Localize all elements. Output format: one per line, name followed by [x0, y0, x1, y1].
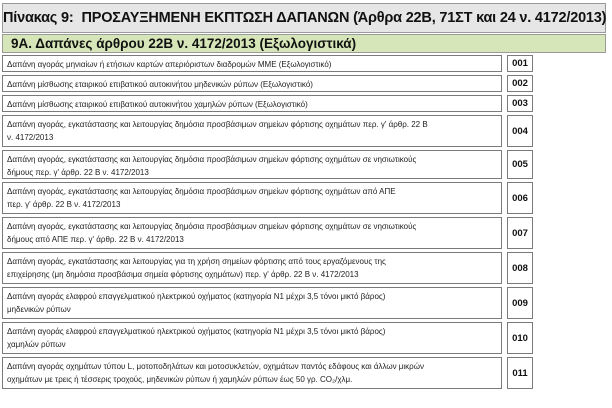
row-description: Δαπάνη αγοράς ελαφρού επαγγελματικού ηλεκτρικού οχήματος (κατηγορία Ν1 μέχρι 3,5 τόνοι μικτό βάρος) μηδενικών ρύπων	[2, 287, 502, 319]
table-row	[2, 252, 606, 284]
row-description: Δαπάνη αγοράς, εγκατάστασης και λειτουργίας δημόσια προσβάσιμων σημείων φόρτισης οχημάτων σε νησιωτικούς δήμους από ΑΠΕ περ. γ' άρθρ. 22 Β ν. 4172/2013	[2, 217, 502, 249]
row-code: 006	[507, 182, 533, 214]
row-description: Δαπάνη αγοράς, εγκατάστασης και λειτουργίας δημόσια προσβάσιμων σημείων φόρτισης οχημάτων από ΑΠΕ περ. γ' άρθρ. 22 Β ν. 4172/2013	[2, 182, 502, 214]
table-row	[2, 322, 606, 354]
row-code: 008	[507, 252, 533, 284]
row-description: Δαπάνη αγοράς, εγκατάστασης και λειτουργίας για τη χρήση σημείων φόρτισης από τους εργαζόμενους της επιχείρησης (μη δημόσια προσβάσιμα σημεία φόρτισης οχημάτων) περ. γ' άρθρ. 22 Β ν. 4172/2013	[2, 252, 502, 284]
table-row	[2, 150, 606, 179]
table-row	[2, 287, 606, 319]
table-row	[2, 182, 606, 214]
table-title-text: ΠΡΟΣΑΥΞΗΜΕΝΗ ΕΚΠΤΩΣΗ ΔΑΠΑΝΩΝ (Άρθρα 22Β, 71ΣΤ και 24 ν. 4172/2013)	[81, 10, 607, 26]
table-row	[2, 217, 606, 249]
table-row	[2, 55, 606, 72]
row-description: Δαπάνη αγοράς οχημάτων τύπου L, μοτοποδηλάτων και μοτοσυκλετών, οχημάτων παντός εδάφους και άλλων μικρών οχημάτων με τρεις ή τέσσερις τροχούς, μηδενικών ρύπων ή χαμηλών ρύπων έως 50 γρ. CO₂/χλμ.	[2, 357, 502, 389]
row-description: Δαπάνη μίσθωσης εταιρικού επιβατικού αυτοκινήτου μηδενικών ρύπων (Εξωλογιστικό)	[2, 75, 502, 92]
row-code: 004	[507, 115, 533, 147]
section-header: 9Α. Δαπάνες άρθρου 22Β ν. 4172/2013 (Εξωλογιστικά)	[2, 34, 606, 53]
table-row	[2, 75, 606, 92]
row-code: 005	[507, 150, 533, 179]
row-code: 002	[507, 75, 533, 92]
row-description: Δαπάνη μίσθωσης εταιρικού επιβατικού αυτοκινήτου χαμηλών ρύπων (Εξωλογιστικό)	[2, 95, 502, 112]
row-description: Δαπάνη αγοράς ελαφρού επαγγελματικού ηλεκτρικού οχήματος (κατηγορία Ν1 μέχρι 3,5 τόνοι μικτό βάρος) χαμηλών ρύπων	[2, 322, 502, 354]
table-row	[2, 95, 606, 112]
row-description: Δαπάνη αγοράς μηνιαίων ή ετήσιων καρτών απεριόριστων διαδρομών ΜΜΕ (Εξωλογιστικό)	[2, 55, 502, 72]
row-code: 009	[507, 287, 533, 319]
row-code: 001	[507, 55, 533, 72]
row-code: 010	[507, 322, 533, 354]
table-title	[2, 3, 606, 33]
row-code: 007	[507, 217, 533, 249]
row-description: Δαπάνη αγοράς, εγκατάστασης και λειτουργίας δημόσια προσβάσιμων σημείων φόρτισης οχημάτων σε νησιωτικούς δήμους περ. γ' άρθρ. 22 Β ν. 4172/2013	[2, 150, 502, 179]
row-description: Δαπάνη αγοράς, εγκατάστασης και λειτουργίας δημόσια προσβάσιμων σημείων φόρτισης οχημάτων περ. γ' άρθρ. 22 Β ν. 4172/2013	[2, 115, 502, 147]
row-code: 003	[507, 95, 533, 112]
table-row	[2, 115, 606, 147]
table-row	[2, 357, 606, 389]
row-code: 011	[507, 357, 533, 389]
expense-rows	[2, 55, 606, 392]
table-title-prefix: Πίνακας 9:	[3, 10, 74, 26]
